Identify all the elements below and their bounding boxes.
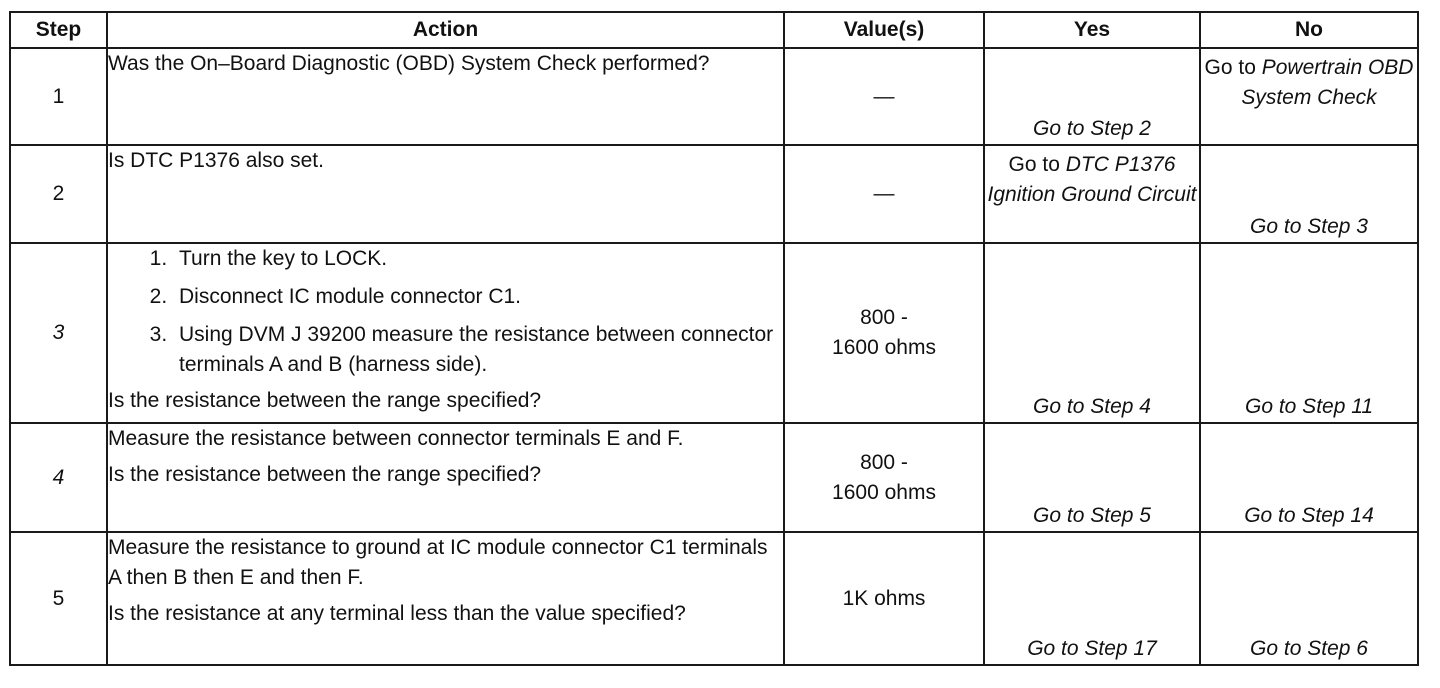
yes-cell	[984, 243, 1200, 423]
substep-item: 2. Disconnect IC module connector C1.	[173, 282, 783, 312]
value-line: 800 -	[860, 450, 908, 474]
yes-goto: Go to Step 4	[1033, 395, 1151, 418]
table-row	[10, 423, 1418, 532]
value-dash: —	[873, 182, 895, 205]
value-cell	[784, 243, 984, 423]
question-text: Is the resistance at any terminal less than the value specified?	[108, 602, 686, 625]
no-cell	[1200, 423, 1418, 532]
header-action: Action	[107, 12, 784, 48]
action-text: Is DTC P1376 also set.	[107, 145, 784, 243]
action-text: Measure the resistance to ground at IC module connector C1 terminals A then B then E and then F.	[108, 536, 768, 589]
table-row	[10, 243, 1418, 423]
no-goto: Go to Step 14	[1244, 504, 1374, 527]
value-cell	[784, 145, 984, 243]
action-text: Measure the resistance between connector terminals E and F.	[108, 427, 684, 450]
value-line: 1600 ohms	[832, 336, 936, 359]
value-cell	[784, 532, 984, 665]
value-dash: —	[873, 84, 895, 108]
value-cell	[784, 423, 984, 532]
question-text: Is the resistance between the range specified?	[108, 389, 542, 412]
diagnostic-table	[9, 11, 1419, 666]
substep-item: 3. Using DVM J 39200 measure the resistance between connector terminals A and B (harness side).	[173, 320, 783, 380]
step-number: 1	[10, 48, 107, 145]
value-text: 1K ohms	[842, 586, 926, 610]
action-cell	[107, 243, 784, 423]
no-goto: Go to Step 6	[1250, 637, 1368, 660]
value-line: 800 -	[860, 306, 908, 329]
step-number: 3	[10, 243, 107, 423]
yes-cell	[984, 532, 1200, 665]
no-goto-target: Powertrain OBD System Check	[1241, 56, 1414, 109]
step-number: 2	[10, 145, 107, 243]
table-row	[10, 48, 1418, 145]
header-yes: Yes	[984, 12, 1200, 48]
no-cell	[1200, 243, 1418, 423]
yes-cell	[984, 423, 1200, 532]
substep-list	[108, 244, 783, 380]
no-goto: Go to Step 3	[1250, 215, 1368, 238]
step-number: 5	[10, 532, 107, 665]
no-cell	[1200, 145, 1418, 243]
yes-goto: Go to Step 5	[1033, 504, 1151, 527]
substep-item: 1. Turn the key to LOCK.	[173, 244, 783, 274]
value-line: 1600 ohms	[832, 480, 936, 504]
header-step: Step	[10, 12, 107, 48]
step-number: 4	[10, 423, 107, 532]
yes-goto: Go to Step 17	[1027, 637, 1157, 660]
action-cell	[107, 532, 784, 665]
no-goto: Go to Step 11	[1244, 395, 1374, 418]
table-header-row	[10, 12, 1418, 48]
yes-cell	[984, 48, 1200, 145]
yes-goto-target: DTC P1376 Ignition Ground Circuit	[987, 153, 1197, 206]
no-goto-prefix: Go to	[1204, 56, 1256, 79]
header-values: Value(s)	[784, 12, 984, 48]
action-text: Was the On–Board Diagnostic (OBD) System Check performed?	[107, 48, 784, 145]
no-cell	[1200, 48, 1418, 145]
yes-goto-prefix: Go to	[1008, 153, 1060, 176]
header-no: No	[1200, 12, 1418, 48]
yes-goto: Go to Step 2	[1033, 117, 1151, 140]
table-row	[10, 532, 1418, 665]
yes-cell	[984, 145, 1200, 243]
no-cell	[1200, 532, 1418, 665]
value-cell	[784, 48, 984, 145]
question-text: Is the resistance between the range specified?	[108, 463, 542, 486]
action-cell	[107, 423, 784, 532]
table-row	[10, 145, 1418, 243]
